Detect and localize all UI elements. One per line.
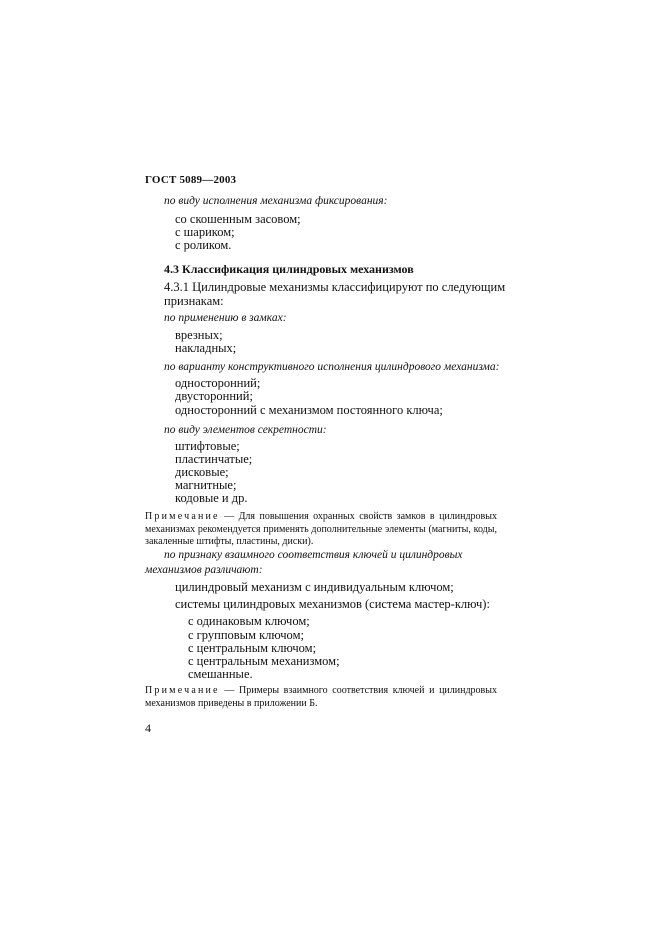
variant-heading: по варианту конструктивного исполнения цилиндрового механизма: (164, 361, 500, 373)
sub-list-item: с центральным ключом; (188, 641, 317, 655)
list-item: со скошенным засовом; (175, 212, 301, 226)
sub-list-item: с центральным механизмом; (188, 654, 340, 668)
note-text: — Для повышения охранных свойств замков в цилиндровых механизмах рекомендуется применять дополнительные элементы (магниты, коды, закаленные штифты, пластины, диски). (145, 511, 497, 547)
document-header: ГОСТ 5089—2003 (145, 174, 237, 186)
sub-list-item: с одинаковым ключом; (188, 614, 310, 628)
secrecy-heading: по виду элементов секретности: (164, 424, 327, 436)
sub-list-item: смешанные. (188, 667, 253, 681)
keys-heading-text: по признаку взаимного соответствия ключей и цилиндровых механизмов различают: (145, 549, 463, 576)
list-item: односторонний; (175, 376, 261, 390)
fixation-heading: по виду исполнения механизма фиксирования: (164, 195, 388, 207)
page-number: 4 (145, 721, 151, 735)
list-item: системы цилиндровых механизмов (система мастер-ключ): (175, 597, 490, 611)
list-item: пластинчатые; (175, 452, 253, 466)
list-item: дисковые; (175, 465, 229, 479)
note-2 (145, 685, 497, 710)
note-label: Примечание (145, 685, 220, 696)
note-1 (145, 511, 497, 549)
application-heading: по применению в замках: (164, 312, 287, 324)
list-item: врезных; (175, 328, 223, 342)
keys-heading (145, 548, 500, 578)
list-item: магнитные; (175, 478, 237, 492)
sub-list-item: с групповым ключом; (188, 628, 304, 642)
note-label: Примечание (145, 511, 220, 522)
list-item: с шариком; (175, 225, 235, 239)
list-item: штифтовые; (175, 439, 240, 453)
note-text: — Примеры взаимного соответствия ключей и цилиндровых механизмов приведены в приложении Б. (145, 685, 497, 709)
list-item: цилиндровый механизм с индивидуальным ключом; (175, 580, 454, 594)
list-item: накладных; (175, 341, 237, 355)
section-title: 4.3 Классификация цилиндровых механизмов (164, 262, 414, 276)
list-item: кодовые и др. (175, 491, 248, 505)
list-item: двусторонний; (175, 389, 253, 403)
list-item: односторонний с механизмом постоянного ключа; (175, 403, 443, 417)
paragraph-4-3-1: 4.3.1 Цилиндровые механизмы классифицируют по следующим признакам: (164, 280, 506, 308)
list-item: с роликом. (175, 238, 232, 252)
